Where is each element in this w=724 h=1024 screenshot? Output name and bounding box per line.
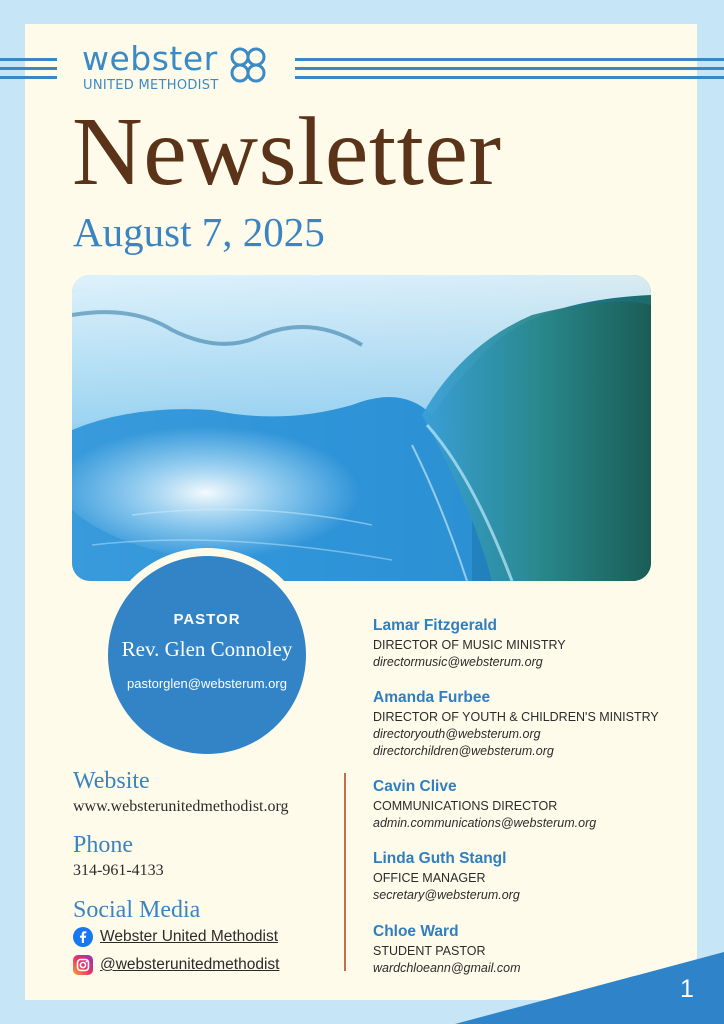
pastor-role: PASTOR (173, 611, 241, 628)
logo-wordmark: webster (82, 39, 218, 78)
page-title: Newsletter (72, 98, 502, 206)
staff-title: DIRECTOR OF MUSIC MINISTRY (373, 638, 566, 652)
staff-name: Lamar Fitzgerald (373, 617, 498, 634)
staff-title: OFFICE MANAGER (373, 871, 486, 885)
phone-number[interactable]: 314-961-4133 (73, 862, 164, 879)
staff-email[interactable]: secretary@websterum.org (373, 888, 520, 902)
staff-name: Linda Guth Stangl (373, 850, 507, 867)
staff-email[interactable]: admin.communications@websterum.org (373, 816, 597, 830)
staff-name: Cavin Clive (373, 778, 457, 795)
staff-name: Amanda Furbee (373, 689, 491, 706)
issue-date: August 7, 2025 (73, 209, 325, 255)
page-number: 1 (680, 975, 694, 1003)
staff-title: COMMUNICATIONS DIRECTOR (373, 799, 558, 813)
staff-title: DIRECTOR OF YOUTH & CHILDREN'S MINISTRY (373, 710, 659, 724)
staff-email[interactable]: wardchloeann@gmail.com (373, 961, 521, 975)
phone-heading: Phone (73, 832, 133, 858)
social-media-heading: Social Media (73, 897, 201, 923)
website-link[interactable]: www.websterunitedmethodist.org (73, 798, 289, 815)
staff-email[interactable]: directoryouth@websterum.org (373, 727, 541, 741)
staff-name: Chloe Ward (373, 923, 459, 940)
instagram-link[interactable]: @websterunitedmethodist (100, 956, 280, 973)
pastor-email[interactable]: pastorglen@websterum.org (127, 676, 287, 691)
facebook-link[interactable]: Webster United Methodist (100, 928, 279, 945)
staff-title: STUDENT PASTOR (373, 944, 486, 958)
pastor-name: Rev. Glen Connoley (121, 637, 293, 661)
logo-subtitle: UNITED METHODIST (83, 78, 219, 93)
staff-email[interactable]: directormusic@websterum.org (373, 655, 543, 669)
staff-email[interactable]: directorchildren@websterum.org (373, 744, 554, 758)
website-heading: Website (73, 768, 150, 794)
